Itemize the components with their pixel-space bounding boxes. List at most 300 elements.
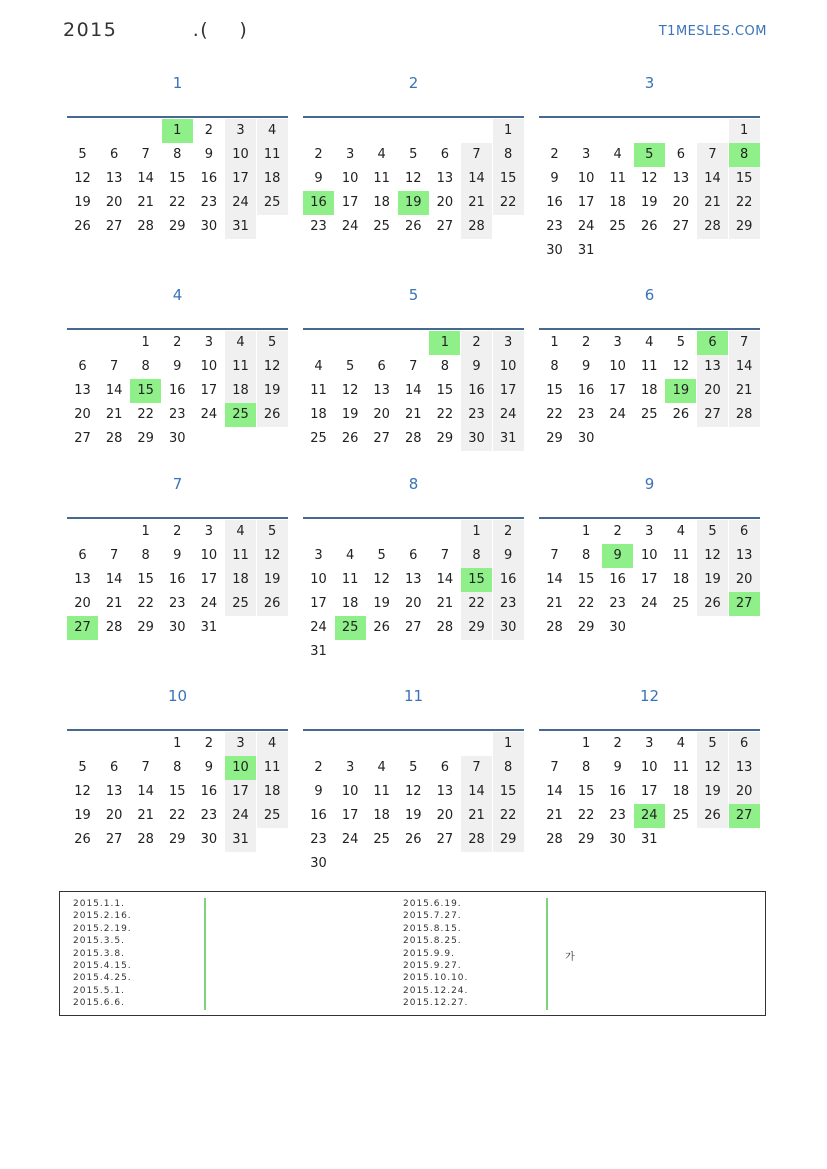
day-cell: 20	[105, 808, 123, 823]
day-cell: 8	[141, 548, 150, 563]
day-cell: 1	[141, 524, 150, 539]
day-cell: 17	[200, 383, 218, 398]
day-cell: 31	[225, 215, 256, 239]
day-cell: 6	[409, 548, 418, 563]
day-cell: 17	[310, 596, 327, 611]
day-cell: 27	[672, 219, 690, 234]
day-cell: 16	[493, 568, 524, 592]
day-cell: 29	[169, 832, 186, 847]
day-cell: 20	[697, 379, 728, 403]
day-cell: 23	[169, 407, 186, 422]
day-cell: 23	[310, 832, 327, 847]
day-cell: 30	[461, 427, 492, 451]
holiday-list-right	[403, 898, 468, 1010]
day-cell: 6	[697, 331, 728, 355]
day-cell: 15	[577, 784, 595, 799]
day-cell: 21	[137, 808, 154, 823]
day-cell: 20	[729, 568, 760, 592]
day-cell: 11	[672, 760, 690, 775]
holiday-marker-bar	[204, 898, 206, 1010]
day-cell: 26	[697, 804, 728, 828]
day-cell: 2	[613, 524, 622, 539]
day-cell: 6	[440, 147, 450, 162]
day-cell: 9	[173, 548, 182, 563]
holiday-date: 2015.9.9.	[403, 948, 455, 959]
day-cell: 25	[335, 616, 366, 640]
day-cell: 22	[577, 596, 595, 611]
day-cell: 8	[461, 544, 492, 568]
holiday-date: 2015.3.8.	[73, 948, 125, 959]
day-cell: 28	[729, 403, 760, 427]
day-cell: 5	[257, 331, 288, 355]
day-cell: 5	[78, 147, 87, 162]
day-cell: 4	[377, 147, 386, 162]
day-cell: 24	[641, 596, 658, 611]
day-cell: 17	[225, 167, 256, 191]
day-cell: 23	[546, 219, 563, 234]
day-cell: 26	[405, 219, 422, 234]
day-cell: 13	[729, 544, 760, 568]
month-title: 3	[644, 74, 655, 92]
day-cell: 5	[634, 143, 665, 167]
day-cell: 14	[729, 355, 760, 379]
day-cell: 4	[345, 548, 355, 563]
day-cell: 3	[581, 147, 591, 162]
day-cell: 11	[257, 756, 288, 780]
day-cell: 19	[665, 379, 696, 403]
day-cell: 26	[641, 219, 658, 234]
month-block	[303, 72, 524, 263]
day-cell: 6	[377, 359, 386, 374]
holiday-date: 2015.8.15.	[403, 923, 462, 934]
day-cell: 26	[405, 832, 422, 847]
day-cell: 25	[672, 596, 690, 611]
day-cell: 27	[697, 403, 728, 427]
day-cell: 7	[409, 359, 418, 374]
day-cell: 8	[493, 143, 524, 167]
day-cell: 28	[461, 215, 492, 239]
day-cell: 27	[105, 832, 123, 847]
day-cell: 29	[729, 215, 760, 239]
page-title: 2015 .( )	[63, 19, 249, 41]
day-cell: 12	[257, 544, 288, 568]
day-cell: 29	[577, 620, 595, 635]
day-cell: 9	[204, 147, 214, 162]
day-cell: 13	[373, 383, 390, 398]
day-cell: 30	[577, 431, 595, 446]
month-title: 1	[172, 74, 183, 92]
day-cell: 4	[257, 732, 288, 756]
day-cell: 2	[204, 736, 214, 751]
day-cell: 26	[672, 407, 690, 422]
day-cell: 9	[204, 760, 214, 775]
day-cell: 22	[546, 407, 563, 422]
day-cell: 14	[436, 572, 454, 587]
day-cell: 14	[137, 784, 154, 799]
day-cell: 20	[405, 596, 422, 611]
day-cell: 10	[200, 359, 218, 374]
holiday-date: 2015.2.19.	[73, 923, 132, 934]
day-cell: 16	[609, 572, 626, 587]
day-cell: 20	[74, 407, 91, 422]
day-cell: 19	[697, 780, 728, 804]
day-cell: 3	[345, 760, 355, 775]
holiday-date: 2015.10.10.	[403, 973, 469, 984]
day-cell: 21	[137, 195, 154, 210]
day-cell: 20	[729, 780, 760, 804]
month-title: 7	[172, 475, 183, 493]
day-cell: 25	[225, 403, 256, 427]
day-cell: 30	[546, 243, 563, 258]
day-cell: 30	[200, 219, 218, 234]
day-cell: 16	[200, 784, 218, 799]
day-cell: 22	[493, 804, 524, 828]
day-cell: 12	[641, 171, 658, 186]
day-cell: 4	[676, 524, 686, 539]
day-cell: 5	[697, 732, 728, 756]
day-cell: 28	[105, 431, 123, 446]
day-cell: 1	[429, 331, 460, 355]
day-cell: 26	[74, 832, 91, 847]
day-cell: 5	[377, 548, 386, 563]
day-cell: 19	[257, 379, 288, 403]
month-block	[67, 685, 288, 876]
day-cell: 4	[225, 520, 256, 544]
day-cell: 12	[405, 784, 422, 799]
day-cell: 11	[672, 548, 690, 563]
day-cell: 3	[493, 331, 524, 355]
month-title: 11	[403, 687, 424, 705]
day-cell: 2	[581, 335, 591, 350]
day-cell: 3	[645, 736, 654, 751]
day-cell: 11	[373, 171, 390, 186]
day-cell: 30	[609, 832, 626, 847]
day-cell: 23	[577, 407, 595, 422]
day-cell: 17	[225, 780, 256, 804]
day-cell: 26	[74, 219, 91, 234]
day-cell: 18	[641, 383, 658, 398]
day-cell: 21	[461, 804, 492, 828]
day-cell: 4	[676, 736, 686, 751]
day-cell: 17	[609, 383, 626, 398]
day-cell: 12	[697, 544, 728, 568]
day-cell: 7	[550, 548, 559, 563]
day-cell: 27	[405, 620, 422, 635]
day-cell: 10	[577, 171, 595, 186]
day-cell: 24	[577, 219, 595, 234]
day-cell: 13	[74, 572, 91, 587]
day-cell: 22	[493, 191, 524, 215]
day-cell: 27	[373, 431, 390, 446]
day-cell: 28	[436, 620, 454, 635]
day-cell: 8	[493, 756, 524, 780]
day-cell: 6	[78, 548, 87, 563]
holiday-date: 2015.7.27.	[403, 911, 462, 922]
day-cell: 31	[310, 644, 327, 659]
holiday-list	[59, 891, 766, 1016]
day-cell: 23	[310, 219, 327, 234]
day-cell: 21	[729, 379, 760, 403]
day-cell: 31	[225, 828, 256, 852]
day-cell: 14	[105, 572, 123, 587]
day-cell: 23	[609, 596, 626, 611]
day-cell: 25	[373, 219, 390, 234]
day-cell: 21	[405, 407, 422, 422]
day-cell: 28	[461, 828, 492, 852]
day-cell: 7	[109, 548, 119, 563]
day-cell: 19	[341, 407, 359, 422]
day-cell: 18	[310, 407, 327, 422]
day-cell: 15	[546, 383, 563, 398]
day-cell: 20	[373, 407, 390, 422]
day-cell: 29	[137, 431, 154, 446]
day-cell: 27	[436, 832, 454, 847]
day-cell: 18	[257, 167, 288, 191]
holiday-date: 2015.2.16.	[73, 911, 132, 922]
day-cell: 11	[373, 784, 390, 799]
month-title: 12	[639, 687, 660, 705]
day-cell: 1	[581, 524, 591, 539]
day-cell: 16	[310, 808, 327, 823]
day-cell: 29	[577, 832, 595, 847]
day-cell: 10	[641, 548, 658, 563]
day-cell: 15	[137, 572, 154, 587]
day-cell: 26	[257, 403, 288, 427]
day-cell: 7	[440, 548, 450, 563]
day-cell: 19	[697, 568, 728, 592]
day-cell: 21	[105, 596, 123, 611]
day-cell: 10	[493, 355, 524, 379]
day-cell: 6	[440, 760, 450, 775]
day-cell: 15	[436, 383, 454, 398]
day-cell: 9	[581, 359, 591, 374]
month-title: 5	[408, 286, 419, 304]
day-cell: 22	[436, 407, 454, 422]
day-cell: 1	[141, 335, 150, 350]
day-cell: 24	[609, 407, 626, 422]
holiday-date: 2015.5.1.	[73, 985, 125, 996]
day-cell: 2	[493, 520, 524, 544]
day-cell: 30	[493, 616, 524, 640]
day-cell: 3	[204, 524, 214, 539]
day-cell: 12	[341, 383, 359, 398]
day-cell: 3	[645, 524, 654, 539]
day-cell: 15	[577, 572, 595, 587]
day-cell: 18	[225, 379, 256, 403]
month-divider	[539, 517, 760, 519]
day-cell: 22	[729, 191, 760, 215]
day-cell: 9	[314, 171, 323, 186]
day-cell: 13	[105, 171, 123, 186]
month-block	[303, 685, 524, 876]
day-cell: 23	[609, 808, 626, 823]
month-divider	[303, 328, 524, 330]
day-cell: 1	[173, 736, 182, 751]
day-cell: 9	[613, 760, 622, 775]
day-cell: 5	[78, 760, 87, 775]
day-cell: 9	[461, 355, 492, 379]
day-cell: 2	[314, 760, 323, 775]
day-cell: 27	[729, 592, 760, 616]
day-cell: 4	[377, 760, 386, 775]
day-cell: 17	[341, 195, 359, 210]
holiday-date: 2015.6.19.	[403, 899, 462, 909]
month-title: 2	[408, 74, 419, 92]
day-cell: 12	[257, 355, 288, 379]
day-cell: 7	[550, 760, 559, 775]
day-cell: 18	[609, 195, 626, 210]
month-block	[67, 473, 288, 664]
month-title: 8	[408, 475, 419, 493]
day-cell: 11	[257, 143, 288, 167]
day-cell: 9	[550, 171, 559, 186]
day-cell: 28	[546, 832, 563, 847]
day-cell: 2	[314, 147, 323, 162]
day-cell: 25	[672, 808, 690, 823]
day-cell: 22	[169, 195, 186, 210]
day-cell: 3	[613, 335, 622, 350]
day-cell: 6	[109, 147, 119, 162]
day-cell: 1	[493, 119, 524, 143]
day-cell: 10	[225, 143, 256, 167]
day-cell: 2	[613, 736, 622, 751]
day-cell: 21	[546, 596, 563, 611]
day-cell: 18	[672, 572, 690, 587]
month-divider	[539, 729, 760, 731]
day-cell: 29	[546, 431, 563, 446]
day-cell: 28	[546, 620, 563, 635]
holiday-marker-bar	[546, 898, 548, 1010]
day-cell: 20	[436, 195, 454, 210]
day-cell: 19	[641, 195, 658, 210]
day-cell: 11	[609, 171, 626, 186]
month-block	[539, 284, 760, 475]
day-cell: 11	[225, 544, 256, 568]
holiday-date: 2015.6.6.	[73, 998, 125, 1009]
day-cell: 14	[105, 383, 123, 398]
day-cell: 25	[225, 592, 256, 616]
day-cell: 13	[697, 355, 728, 379]
day-cell: 15	[493, 780, 524, 804]
day-cell: 10	[200, 548, 218, 563]
day-cell: 31	[493, 427, 524, 451]
day-cell: 12	[672, 359, 690, 374]
month-title: 9	[644, 475, 655, 493]
day-cell: 30	[169, 620, 186, 635]
month-divider	[303, 116, 524, 118]
day-cell: 10	[341, 784, 359, 799]
day-cell: 24	[493, 403, 524, 427]
day-cell: 7	[141, 760, 150, 775]
day-cell: 9	[493, 544, 524, 568]
day-cell: 22	[137, 596, 154, 611]
day-cell: 15	[169, 784, 186, 799]
day-cell: 30	[609, 620, 626, 635]
day-cell: 18	[672, 784, 690, 799]
month-title: 4	[172, 286, 183, 304]
day-cell: 6	[729, 520, 760, 544]
day-cell: 8	[729, 143, 760, 167]
day-cell: 19	[373, 596, 390, 611]
day-cell: 20	[436, 808, 454, 823]
day-cell: 14	[546, 784, 563, 799]
holiday-date: 2015.12.27.	[403, 998, 469, 1009]
site-brand-link[interactable]: T1MESLES.COM	[658, 24, 767, 39]
day-cell: 4	[257, 119, 288, 143]
day-cell: 2	[204, 123, 214, 138]
day-cell: 5	[409, 760, 418, 775]
month-block	[303, 284, 524, 475]
day-cell: 12	[74, 784, 91, 799]
day-cell: 13	[436, 171, 454, 186]
day-cell: 29	[137, 620, 154, 635]
day-cell: 21	[546, 808, 563, 823]
day-cell: 27	[436, 219, 454, 234]
day-cell: 7	[461, 143, 492, 167]
day-cell: 14	[697, 167, 728, 191]
day-cell: 29	[493, 828, 524, 852]
holiday-date: 2015.4.25.	[73, 973, 132, 984]
day-cell: 16	[546, 195, 563, 210]
day-cell: 5	[257, 520, 288, 544]
day-cell: 5	[409, 147, 418, 162]
day-cell: 25	[257, 804, 288, 828]
day-cell: 11	[310, 383, 327, 398]
day-cell: 22	[169, 808, 186, 823]
day-cell: 20	[105, 195, 123, 210]
day-cell: 16	[169, 383, 186, 398]
day-cell: 12	[405, 171, 422, 186]
day-cell: 24	[200, 596, 218, 611]
day-cell: 24	[341, 832, 359, 847]
day-cell: 9	[314, 784, 323, 799]
day-cell: 1	[493, 732, 524, 756]
day-cell: 30	[169, 431, 186, 446]
day-cell: 24	[341, 219, 359, 234]
day-cell: 5	[676, 335, 686, 350]
day-cell: 26	[341, 431, 359, 446]
month-block	[539, 72, 760, 263]
holiday-date: 2015.3.5.	[73, 936, 125, 947]
day-cell: 7	[697, 143, 728, 167]
day-cell: 19	[74, 195, 91, 210]
day-cell: 4	[314, 359, 323, 374]
day-cell: 3	[225, 119, 256, 143]
day-cell: 23	[461, 403, 492, 427]
day-cell: 21	[697, 191, 728, 215]
day-cell: 19	[405, 808, 422, 823]
day-cell: 27	[67, 616, 98, 640]
month-block	[539, 473, 760, 664]
day-cell: 13	[729, 756, 760, 780]
day-cell: 7	[109, 359, 119, 374]
holiday-date: 2015.4.15.	[73, 960, 132, 971]
day-cell: 1	[581, 736, 591, 751]
day-cell: 30	[200, 832, 218, 847]
day-cell: 8	[173, 147, 182, 162]
day-cell: 18	[257, 780, 288, 804]
month-block	[539, 685, 760, 876]
day-cell: 29	[169, 219, 186, 234]
day-cell: 8	[581, 548, 591, 563]
day-cell: 14	[546, 572, 563, 587]
day-cell: 24	[634, 804, 665, 828]
day-cell: 25	[641, 407, 658, 422]
day-cell: 20	[672, 195, 690, 210]
day-cell: 16	[609, 784, 626, 799]
day-cell: 4	[645, 335, 654, 350]
day-cell: 14	[137, 171, 154, 186]
